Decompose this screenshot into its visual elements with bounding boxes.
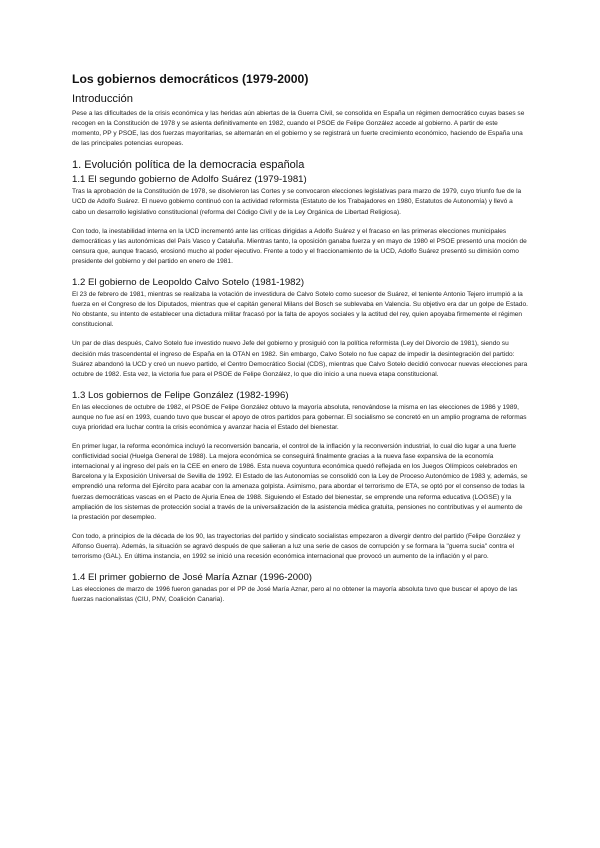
sub4-paragraph-1: Las elecciones de marzo de 1996 fueron ganadas por el PP de José María Aznar, pero al no obtener la mayoría absoluta tuvo que buscar el apoyo de las fuerzas nacionalistas (CIU, PNV, Coalición Canaria).: [72, 586, 518, 604]
sub3-paragraph-1: En las elecciones de octubre de 1982, el PSOE de Felipe González obtuvo la mayoría absoluta, renovándose la misma en las elecciones de 1986 y 1989, aunque no fue así en 1993, cuando tuvo que buscar el apoyo de otros partidos para gobernar. El socialismo se concretó en un amplio programa de reformas cuya prioridad era luchar contra la crisis económica y avanzar hacia el Estado del bienestar.: [72, 403, 527, 431]
sub1-paragraph-2: Con todo, la inestabilidad interna en la UCD incrementó ante las críticas dirigidas a Adolfo Suárez y el fracaso en las primeras elecciones municipales democráticas y las autonómicas del País Vasco y Cataluña. Mientras tanto, la oposición ganaba fuerza y en mayo de 1980 el PSOE presentó una moción de censura que, aunque fracasó, erosionó mucho al poder ejecutivo. Frente a todo y el fraccionamiento de la UCD, Adolfo Suárez presentó su dimisión como presidente del gobierno y del partido en enero de 1981.: [72, 227, 527, 265]
sub3-paragraph-2: En primer lugar, la reforma económica incluyó la reconversión bancaria, el control de la inflación y la reconversión industrial, lo cual dio lugar a una fuerte conflictividad social (Huelga General de 1988). La mejora económica se conseguirá finalmente gracias a la nueva fase expansiva de la economía internacional y al ingreso del país en la CEE en enero de 1986. Esta nueva coyuntura económica quedó reflejada en los Juegos Olímpicos celebrados en Barcelona y la Exposición Universal de Sevilla de 1992. El Estado de las Autonomías se consolidó con la Ley de Proceso Autonómico de 1983 y, además, se emprendió una reforma del Ejército para acabar con la amenaza golpista. Asimismo, para abordar el terrorismo de ETA, se optó por el consenso de todas la fuerzas democráticas vascas en el Pacto de Ajuria Enea de 1988. Siguiendo el Estado del bienestar, se emprende una reforma educativa (LOGSE) y la ampliación de los sistemas de protección social a través de la universalización de la asistencia médica gratuita, pensiones no contributivas y el aumento de la prestación por desempleo.: [72, 443, 528, 521]
sub2-paragraph-2: Un par de días después, Calvo Sotelo fue investido nuevo Jefe del gobierno y prosiguió con la política reformista (Ley del Divorcio de 1981), siendo su decisión más trascendental el ingreso de España en la OTAN en 1982. Sin embargo, Calvo Sotelo no fue capaz de impedir la desintegración del partido: Suárez abandonó la UCD y creó un nuevo partido, el Centro Democrático Social (CDS), mientras que Calvo Sotelo decidió convocar nuevas elecciones para octubre de 1982. Esta vez, la victoria fue para el PSOE de Felipe González, lo que dio inicio a una nueva etapa constitucional.: [72, 340, 528, 378]
section1-heading: 1. Evolución política de la democracia española: [72, 159, 305, 172]
sub4-heading: 1.4 El primer gobierno de José María Aznar (1996-2000): [72, 572, 312, 584]
intro-paragraph: Pese a las dificultades de la crisis económica y las heridas aún abiertas de la Guerra Civil, se consolida en España un régimen democrático cuyas bases se recogen en la Constitución de 1978 y se asienta definitivamente en 1982, cuando el PSOE de Felipe González accede al gobierno. A partir de este momento, PP y PSOE, las dos fuerzas mayoritarias, se alternarán en el gobierno y se registrará un fuerte crecimiento económico, haciendo de España una de las principales potencias europeas.: [72, 110, 525, 148]
intro-heading: Introducción: [72, 93, 133, 105]
sub2-heading: 1.2 El gobierno de Leopoldo Calvo Sotelo (1981-1982): [72, 277, 305, 289]
sub1-paragraph-1: Tras la aprobación de la Constitución de 1978, se disolvieron las Cortes y se convocaron elecciones legislativas para marzo de 1979, cuyo triunfo fue de la UCD de Adolfo Suárez. El nuevo gobierno continuó con la actividad reformista (Estatuto de los Trabajadores en 1980, Estatutos de Autonomía) y llevó a cabo un desarrollo legislativo constitucional (reforma del Código Civil y de la Ley Orgánica de Libertad Religiosa).: [72, 188, 522, 216]
document-title: Los gobiernos democráticos (1979-2000): [72, 72, 309, 86]
sub3-paragraph-3: Con todo, a principios de la década de los 90, las trayectorias del partido y sindicato socialistas empezaron a divergir dentro del partido (Felipe González y Alfonso Guerra). Además, la situación se agravó después de que salieran a luz una serie de casos de corrupción y se formara la "guerra sucia" contra el terrorismo (GAL). En última instancia, en 1992 se inició una recesión económica internacional que provocó un aumento de la inflación y el paro.: [72, 532, 521, 560]
sub2-paragraph-1: El 23 de febrero de 1981, mientras se realizaba la votación de investidura de Calvo Sotelo como sucesor de Suárez, el teniente Antonio Tejero irrumpió a la fuerza en el Congreso de los Diputados, mientras que el capitán general Milans del Bosch se sublevaba en Valencia. Su objetivo era dar un golpe de Estado. No obstante, su intento de establecer una dictadura militar fracasó por la falta de apoyos sociales y la actitud del rey, quien apoyaba firmemente el régimen constitucional.: [72, 291, 528, 329]
sub1-heading: 1.1 El segundo gobierno de Adolfo Suárez (1979-1981): [72, 174, 307, 186]
sub3-heading: 1.3 Los gobiernos de Felipe González (1982-1996): [72, 389, 289, 401]
